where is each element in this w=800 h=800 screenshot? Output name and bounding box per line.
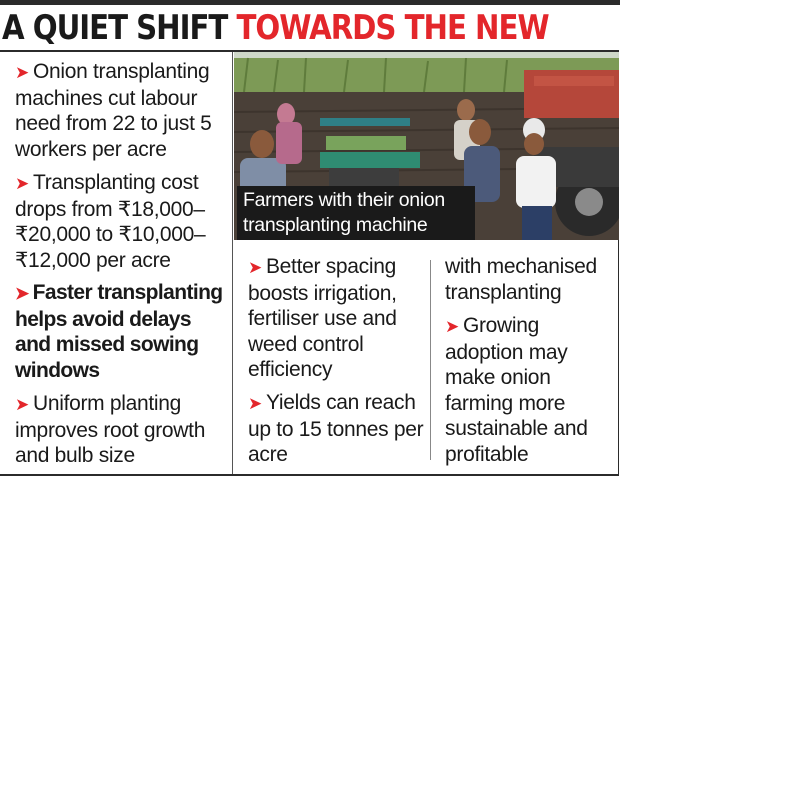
bullet-point-adoption	[445, 313, 615, 467]
bullet-text: Growing adoption may make onion farming more sustainable and profitable	[445, 314, 588, 466]
bullet-point-labour	[15, 59, 227, 162]
bullet-point-faster	[15, 280, 227, 383]
bullet-point-uniform	[15, 391, 227, 469]
red-arrowhead-icon: ➤	[15, 174, 29, 193]
infographic-box	[0, 50, 619, 476]
photo-caption: Farmers with their onion transplanting machine	[237, 186, 475, 240]
red-arrowhead-icon: ➤	[15, 284, 29, 303]
red-arrowhead-icon: ➤	[15, 395, 29, 414]
bullet-point-spacing	[248, 254, 428, 383]
red-arrowhead-icon: ➤	[15, 63, 29, 82]
bullet-text: Better spacing boosts irrigation, fertiliser use and weed control efficiency	[248, 255, 397, 381]
headline-part-red: TOWARDS THE NEW	[236, 8, 549, 48]
red-arrowhead-icon: ➤	[248, 258, 262, 277]
headline	[2, 8, 549, 48]
bullet-text: Uniform planting improves root growth and bulb size	[15, 392, 206, 467]
column-divider	[430, 260, 431, 460]
bullet-point-yields	[248, 390, 428, 468]
red-arrowhead-icon: ➤	[445, 317, 459, 336]
left-column	[0, 52, 233, 474]
bullet-text: Onion transplanting machines cut labour need from 22 to just 5 workers per acre	[15, 60, 212, 161]
bullet-text: Yields can reach up to 15 tonnes per acre	[248, 391, 424, 466]
red-arrowhead-icon: ➤	[248, 394, 262, 413]
bullet-text: Faster transplanting helps avoid delays and missed sowing windows	[15, 281, 223, 382]
bullet-point-cost	[15, 170, 227, 273]
continued-text: with mechanised transplanting	[445, 255, 597, 304]
headline-part-dark: A QUIET SHIFT	[2, 8, 228, 48]
bullet-text: Transplanting cost drops from ₹18,000–₹20,000 to ₹10,000–₹12,000 per acre	[15, 171, 206, 272]
top-rule	[0, 0, 620, 5]
farmers-photo	[234, 52, 619, 240]
